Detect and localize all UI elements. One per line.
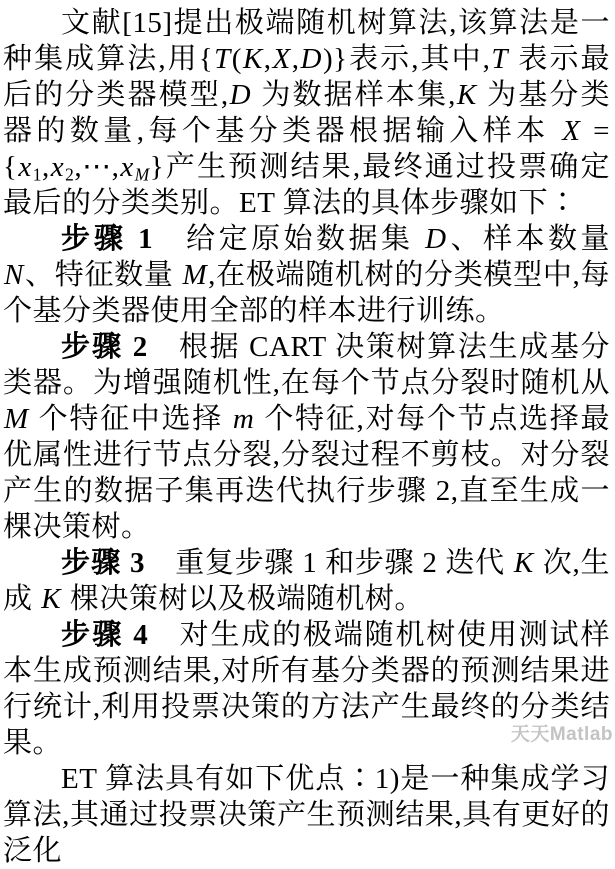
paragraph-step-3: 步骤 3 重复步骤 1 和步骤 2 迭代 K 次,生成 K 棵决策树以及极端随机树。 <box>3 547 610 615</box>
paragraph-advantages: ET 算法具有如下优点∶1)是一种集成学习算法,其通过投票决策产生预测结果,具有更好的泛化 <box>3 763 610 867</box>
paragraph-step-4: 步骤 4 对生成的极端随机树使用测试样本生成预测结果,对所有基分类器的预测结果进行统计,利用投票决策的方法产生最终的分类结果。 <box>3 619 610 759</box>
watermark: 天天Matlab <box>510 724 613 745</box>
paragraph-intro: 文献[15]提出极端随机树算法,该算法是一种集成算法,用{T(K,X,D)}表示,其中,T 表示最后的分类器模型,D 为数据样本集,K 为基分类器的数量,每个基分类器根据输入样本 $X = \{x_1,x_2,\cdots,x_M\}$产生预测结果,最终通过投票确定最后的分类类别。ET 算法的具体步骤如下∶ <box>3 7 611 219</box>
paragraph-step-1: 步骤 1 给定原始数据集 D、样本数量 N、特征数量 M,在极端随机树的分类模型中,每个基分类器使用全部的样本进行训练。 <box>3 223 610 327</box>
paragraph-step-2: 步骤 2 根据 CART 决策树算法生成基分类器。为增强随机性,在每个节点分裂时随机从 M 个特征中选择 m 个特征,对每个节点选择最优属性进行节点分裂,分裂过程不剪枝。对分裂产生的数据子集再迭代执行步骤 2,直至生成一棵决策树。 <box>3 331 610 543</box>
